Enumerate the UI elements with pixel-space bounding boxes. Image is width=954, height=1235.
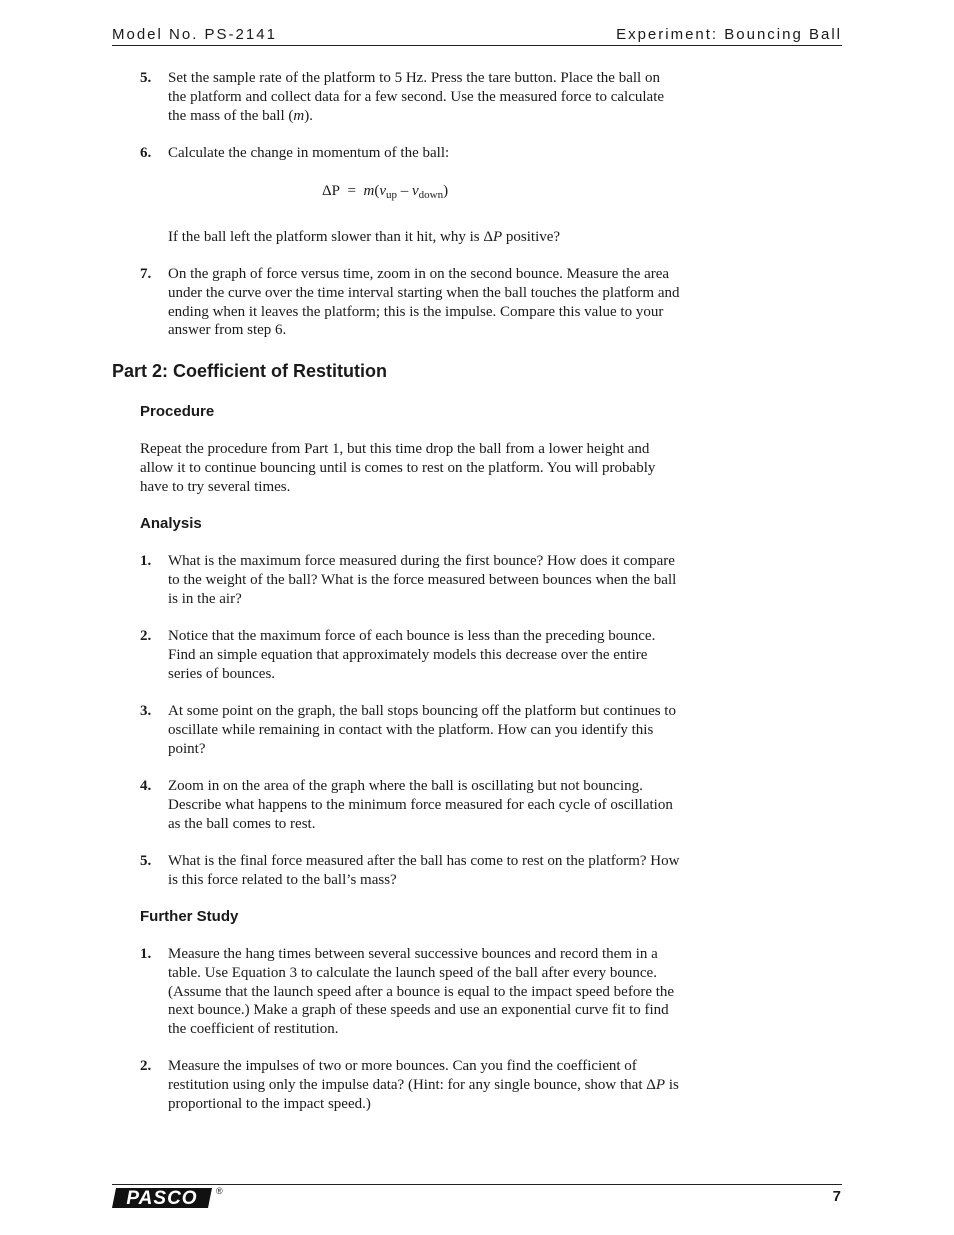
document-page: Model No. PS-2141 Experiment: Bouncing Ball 5. Set the sample rate of the platform to 5 Hz. Press the tare button. Place the ball on the platform and collect data for a few second. Use the measured force to calculate the mass of the ball (m). 6. Calculate the change in momentum of the ball: $\Delta P = m(v_{up} - v_{down})$ If the ball left the platform slower than it hit, why is ΔP positive? 7. On the graph of force versus time, zoom in on the second bounce. Measure the area under the curve over the time interval starting when the ball touches the platform and ending when it leaves the platform; this is the impulse. Compare this value to your answer from step 6. Part 2: Coefficient of Restitution Procedure Repeat the procedure from Part 1, but this time drop the ball from a lower height and allow it to continue bouncing until is comes to rest on the platform. You will probably have to try several times. Analysis 1. What is the maximum force measured during the first bounce? How does it compare to the weight of the ball? What is the force measured between bounces when the ball is in the air? 2. Notice that the maximum force of each bounce is less than the preceding bounce. Find an simple equation that approximately models this decrease over the entire series of bounces. 3. At some point on the graph, the ball stops bouncing off the platform but continues to oscillate while remaining in contact with the platform. How can you identify this point? 4. Zoom in on the area of the graph where the ball is oscillating but not bouncing. Describe what happens to the minimum force measured for each cycle of oscillation as the ball comes to rest. 5. What is the final force measured after the ball has come to rest on the platform? How is this force related to the ball’s mass? Further Study 1. Measure the hang times between several successive bounces and record them in a table. Use Equation 3 to calculate the launch speed of the ball after every bounce. (Assume that the launch speed after a bounce is equal to the impact speed before the next bounce.) Make a graph of these speeds and use an exponential curve fit to find the coefficient of restitution. 2. Measure the impulses of two or more bounces. Can you find the coefficient of restitution using only the impulse data? (Hint: for any single bounce, show that ΔP is proportional to the impact speed.) PASCO ® 7 (112, 26, 842, 1209)
momentum-equation: $\Delta P = m(v_{up} - v_{down})$ (322, 183, 449, 201)
step6-question: If the ball left the platform slower than it hit, why is ΔP positive? (168, 229, 561, 245)
experiment-title: Experiment: Bouncing Ball (616, 26, 842, 43)
page-number: 7 (832, 1188, 841, 1205)
svg-text:PASCO: PASCO (126, 1188, 198, 1209)
analysis-heading: Analysis (140, 515, 202, 532)
section-title: Part 2: Coefficient of Restitution (112, 361, 388, 381)
running-header (112, 25, 842, 46)
pasco-logo (112, 1187, 212, 1209)
further-study-heading: Further Study (140, 908, 239, 925)
procedure-text: Repeat the procedure from Part 1, but this time drop the ball from a lower height and allow it to continue bouncing until is comes to rest on the platform. You will probably have to try several times. (140, 441, 656, 495)
registered-mark: ® (216, 1186, 223, 1196)
footer-rule (112, 1184, 842, 1185)
procedure-heading: Procedure (140, 403, 215, 420)
model-number: Model No. PS-2141 (112, 26, 277, 43)
